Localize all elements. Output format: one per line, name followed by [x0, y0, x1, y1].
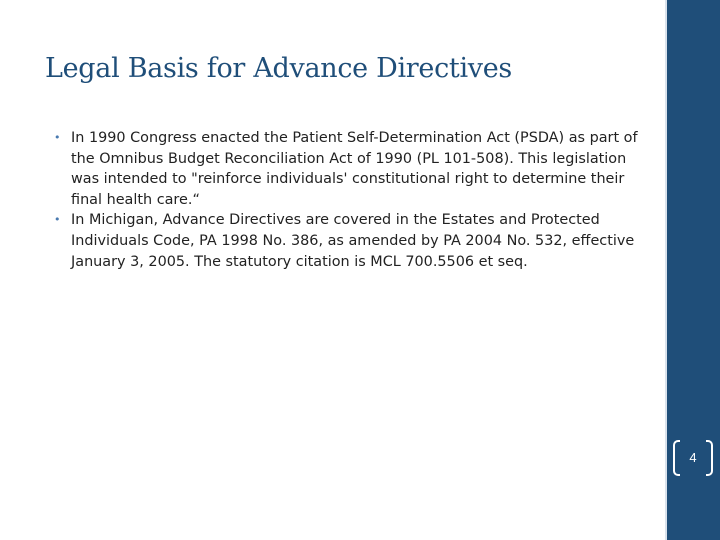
page-number: 4: [689, 450, 697, 465]
bullet-text: In 1990 Congress enacted the Patient Self-Determination Act (PSDA) as part of the Omnibus Budget Reconciliation Act of 1990 (PL 101-508). This legislation was intended to "reinforce individuals' constitutional right to determine their final health care.“: [71, 130, 638, 208]
bullet-text: In Michigan, Advance Directives are covered in the Estates and Protected Individuals Code, PA 1998 No. 386, as amended by PA 2004 No. 532, effective January 3, 2005. The statutory citation is MCL 700.5506 et seq.: [71, 212, 635, 270]
bullet-marker: •: [54, 213, 61, 227]
bullet-item-michigan: [54, 210, 639, 272]
page-number-badge: [673, 440, 713, 476]
bullet-list: [54, 128, 639, 272]
bullet-item-psda: [54, 128, 639, 210]
slide-title: Legal Basis for Advance Directives: [45, 53, 512, 84]
bullet-marker: •: [54, 131, 61, 144]
